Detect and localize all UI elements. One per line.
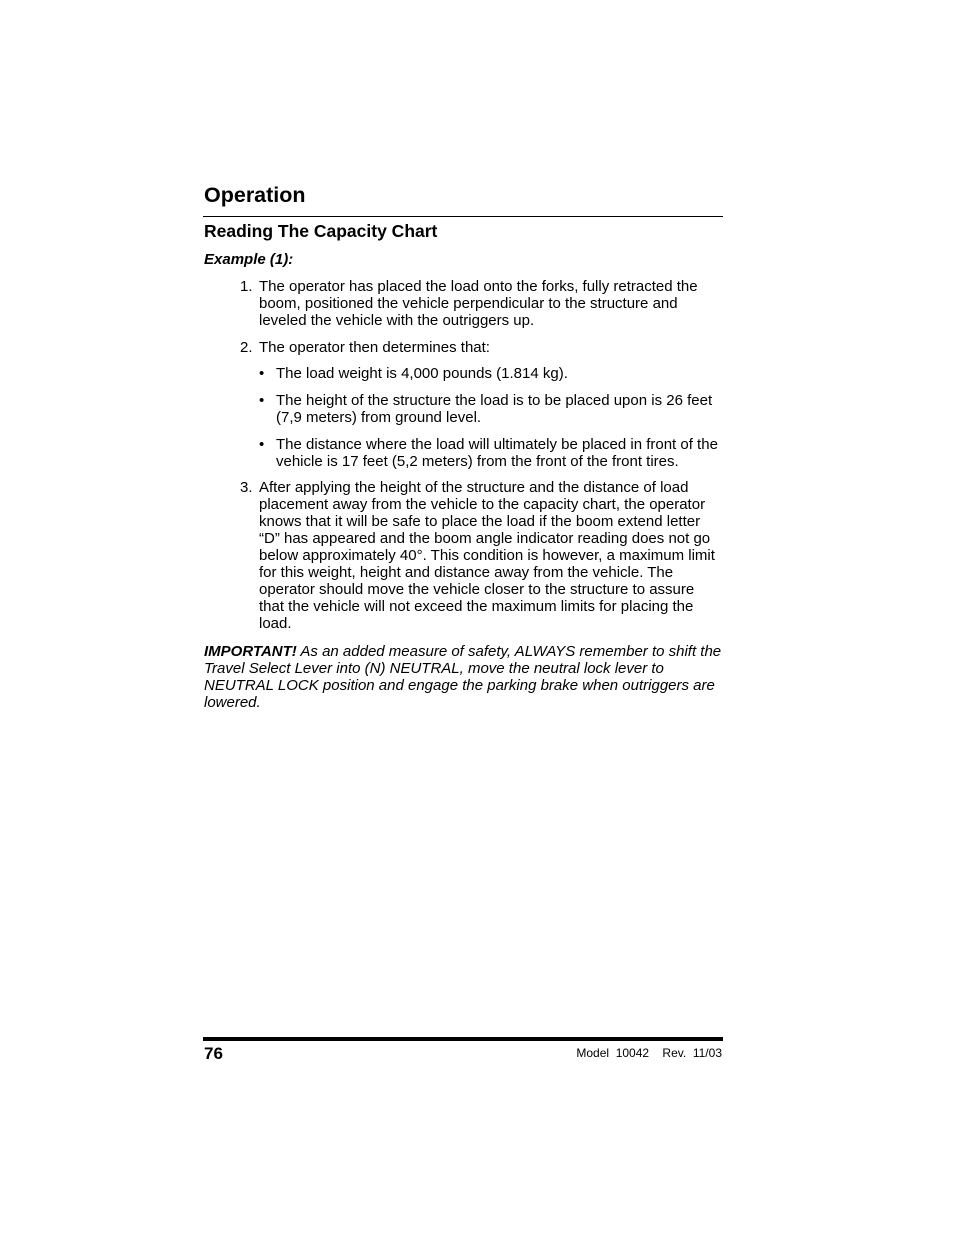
item-number: 1. bbox=[240, 278, 253, 295]
item-text: The operator has placed the load onto the forks, fully retracted the boom, positioned the vehicle perpendicular to the structure and leveled the vehicle with the outriggers up. bbox=[259, 278, 698, 329]
title-divider bbox=[203, 216, 723, 217]
bullet-dot: • bbox=[259, 365, 265, 382]
important-text: As an added measure of safety, ALWAYS remember to shift the Travel Select Lever into (N) NEUTRAL, move the neutral lock lever to NEUTRAL LOCK position and engage the parking brake when outriggers are lowered. bbox=[204, 643, 722, 711]
footer-divider bbox=[203, 1037, 723, 1041]
bullet-dot: • bbox=[259, 436, 265, 453]
item-number: 2. bbox=[240, 339, 253, 356]
item-text: The operator then determines that: bbox=[259, 339, 490, 356]
item-text: After applying the height of the structure and the distance of load placement away from the vehicle to the capacity chart, the operator knows that it will be safe to place the load if the boom extend letter “D” has appeared and the boom angle indicator reading does not go below approximately 40°. This condition is however, a maximum limit for this weight, height and distance away from the vehicle. The operator should move the vehicle closer to the structure to assure that the vehicle will not exceed the maximum limits for placing the load. bbox=[259, 479, 715, 632]
bullet-text: The load weight is 4,000 pounds (1.814 kg). bbox=[276, 365, 568, 382]
important-label: IMPORTANT! bbox=[204, 643, 297, 660]
important-note bbox=[204, 643, 724, 711]
bullet-dot: • bbox=[259, 392, 265, 409]
bullet-text: The distance where the load will ultimately be placed in front of the vehicle is 17 feet (5,2 meters) from the front of the front tires. bbox=[276, 436, 718, 470]
item-number: 3. bbox=[240, 479, 253, 496]
model-revision: Model 10042 Rev. 11/03 bbox=[576, 1046, 722, 1060]
section-title: Operation bbox=[204, 183, 306, 207]
page-number: 76 bbox=[204, 1044, 223, 1063]
sub-title: Reading The Capacity Chart bbox=[204, 221, 438, 241]
example-label: Example (1): bbox=[204, 251, 294, 268]
bullet-text: The height of the structure the load is to be placed upon is 26 feet (7,9 meters) from ground level. bbox=[276, 392, 713, 426]
